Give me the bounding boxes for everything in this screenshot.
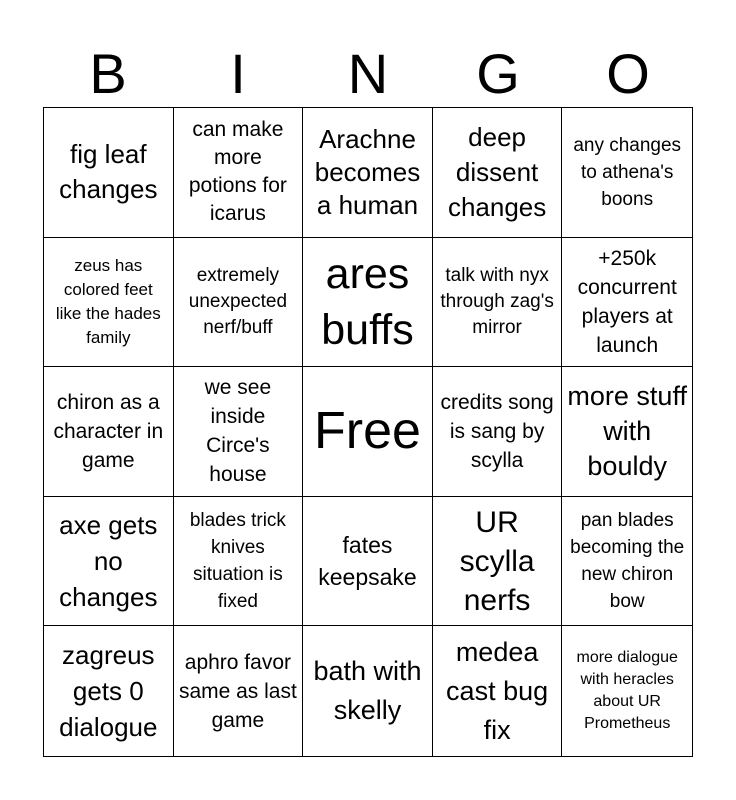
bingo-cell-19[interactable] <box>433 497 563 627</box>
bingo-cell-2[interactable] <box>174 108 304 238</box>
bingo-cell-3[interactable] <box>303 108 433 238</box>
cell-text: credits song is sang by scylla <box>440 390 554 472</box>
bingo-cell-8[interactable] <box>303 238 433 368</box>
cell-text: axe gets no changes <box>59 510 158 613</box>
cell-text: more dialogue with heracles about UR Prometheus <box>576 649 678 733</box>
bingo-cell-21[interactable] <box>44 626 174 756</box>
cell-text: can make more potions for icarus <box>188 118 287 226</box>
bingo-cell-free[interactable] <box>303 367 433 497</box>
cell-text: any changes to athena's boons <box>573 134 682 210</box>
cell-text: Arachne becomes a human <box>314 123 421 220</box>
cell-text: ares buffs <box>321 249 414 354</box>
header-letter-i: I <box>230 42 246 105</box>
bingo-cell-25[interactable] <box>562 626 692 756</box>
bingo-cell-12[interactable] <box>174 367 304 497</box>
cell-text: pan blades becoming the new chiron bow <box>570 510 685 613</box>
bingo-cell-9[interactable] <box>433 238 563 368</box>
cell-text: bath with skelly <box>313 656 422 726</box>
bingo-cell-20[interactable] <box>562 497 692 627</box>
bingo-cell-11[interactable] <box>44 367 174 497</box>
bingo-cell-24[interactable] <box>433 626 563 756</box>
cell-text: zeus has colored feet like the hades family <box>55 255 161 347</box>
bingo-board <box>43 107 693 757</box>
bingo-cell-22[interactable] <box>174 626 304 756</box>
cell-text: +250k concurrent players at launch <box>577 246 677 357</box>
cell-text: more stuff with bouldy <box>567 380 687 481</box>
cell-text: medea cast bug fix <box>446 636 549 745</box>
bingo-cell-7[interactable] <box>174 238 304 368</box>
cell-text: we see inside Circe's house <box>204 376 272 487</box>
cell-text: fates keepsake <box>318 532 417 591</box>
free-space-text: Free <box>314 402 421 461</box>
bingo-cell-18[interactable] <box>303 497 433 627</box>
cell-text: deep dissent changes <box>447 121 547 222</box>
bingo-cell-5[interactable] <box>562 108 692 238</box>
cell-text: talk with nyx through zag's mirror <box>440 264 554 338</box>
cell-text: extremely unexpected nerf/buff <box>188 264 288 338</box>
bingo-cell-14[interactable] <box>433 367 563 497</box>
header-letter-b: B <box>89 42 127 105</box>
bingo-cell-15[interactable] <box>562 367 692 497</box>
bingo-cell-16[interactable] <box>44 497 174 627</box>
header-letter-n: N <box>347 42 389 105</box>
bingo-cell-10[interactable] <box>562 238 692 368</box>
cell-text: blades trick knives situation is fixed <box>189 510 286 613</box>
cell-text: zagreus gets 0 dialogue <box>59 640 158 743</box>
cell-text: aphro favor same as last game <box>178 650 297 732</box>
bingo-header <box>43 40 693 108</box>
bingo-cell-23[interactable] <box>303 626 433 756</box>
bingo-cell-4[interactable] <box>433 108 563 238</box>
header-letter-g: G <box>476 42 520 105</box>
cell-text: chiron as a character in game <box>53 390 164 472</box>
cell-text: UR scylla nerfs <box>459 505 535 617</box>
bingo-cell-17[interactable] <box>174 497 304 627</box>
header-letter-o: O <box>606 42 650 105</box>
bingo-cell-6[interactable] <box>44 238 174 368</box>
bingo-cell-1[interactable] <box>44 108 174 238</box>
cell-text: fig leaf changes <box>59 139 158 205</box>
